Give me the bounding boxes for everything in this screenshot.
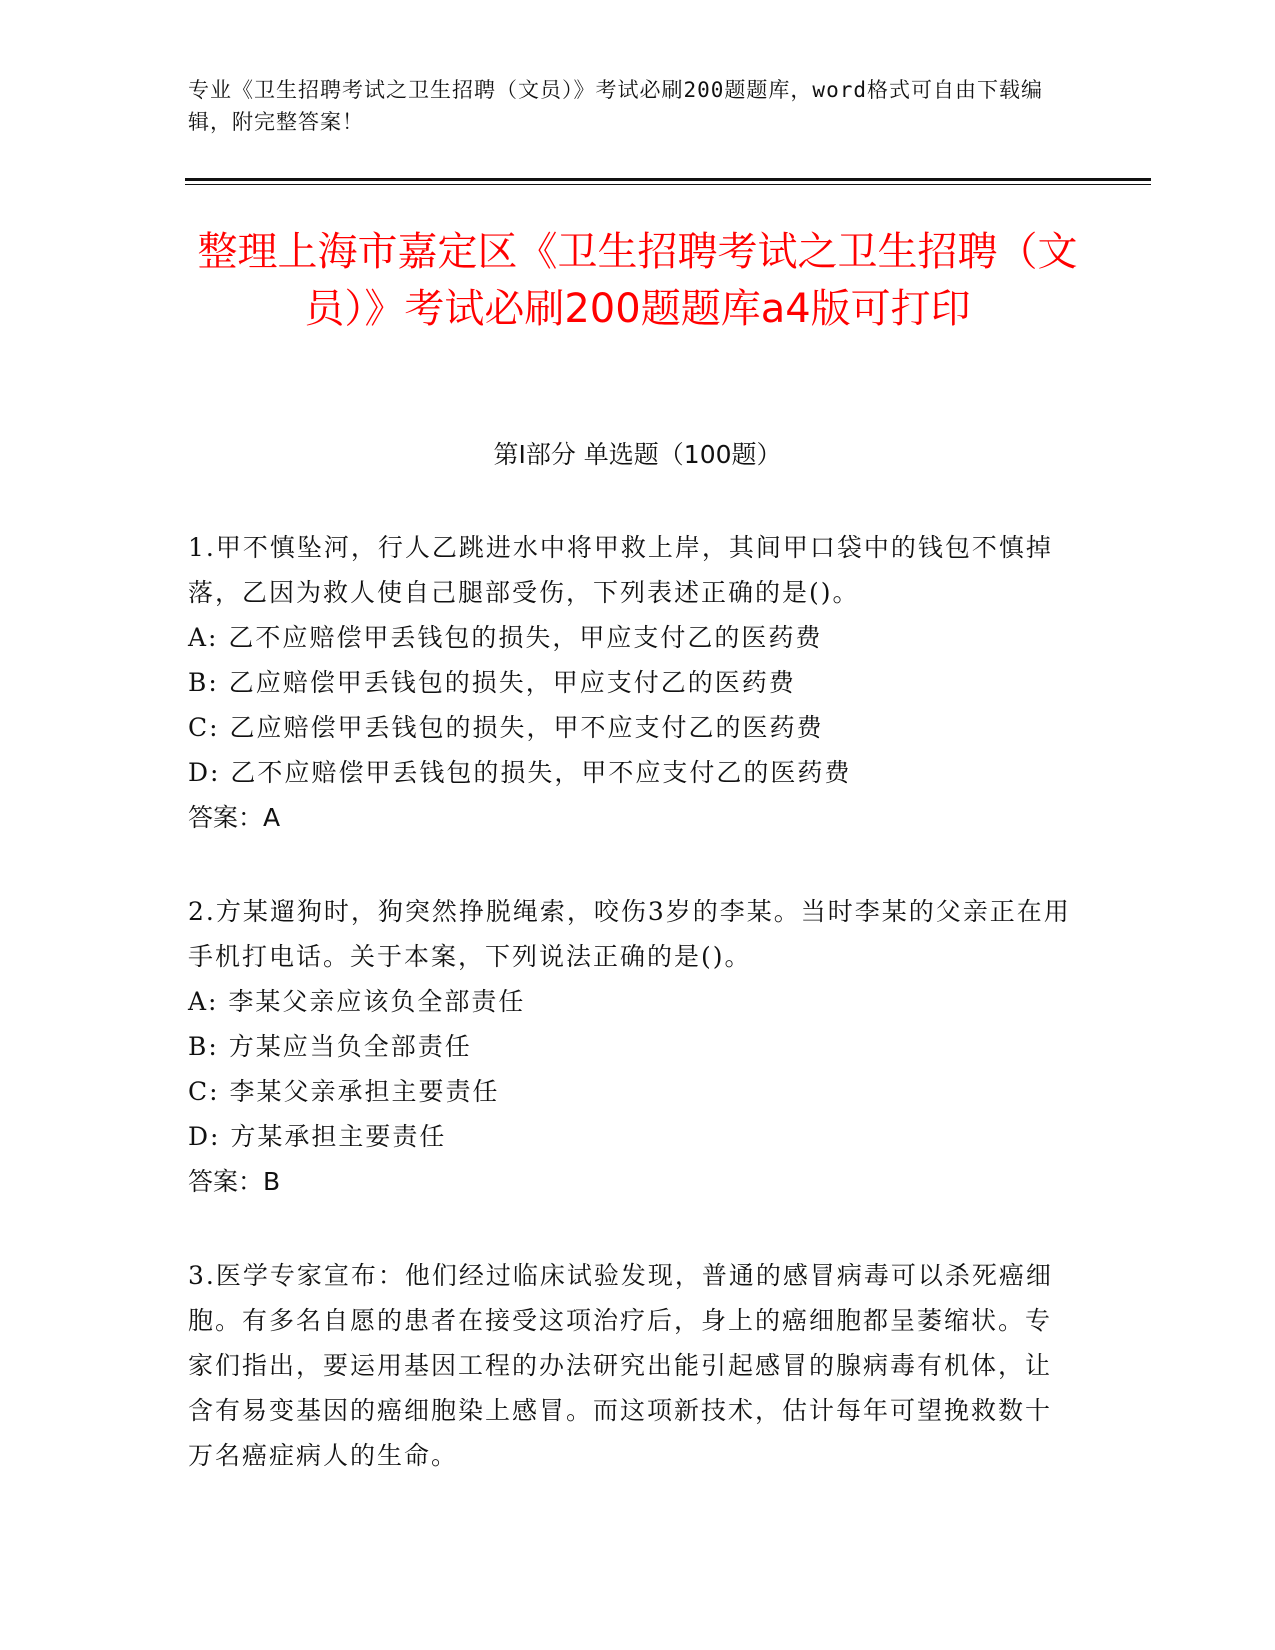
option-b: B: 乙应赔偿甲丢钱包的损失，甲应支付乙的医药费 <box>188 668 796 697</box>
question-stem: 2.方某遛狗时，狗突然挣脱绳索，咬伤3岁的李某。当时李某的父亲正在用手机打电话。关于本案，下列说法正确的是()。 <box>188 897 1071 971</box>
question-stem: 3.医学专家宣布：他们经过临床试验发现，普通的感冒病毒可以杀死癌细胞。有多名自愿的患者在接受这项治疗后，身上的癌细胞都呈萎缩状。专家们指出，要运用基因工程的办法研究出能引起感冒的腺病毒有机体，让含有易变基因的癌细胞染上感冒。而这项新技术，估计每年可望挽救数十万名癌症病人的生命。 <box>188 1261 1053 1470</box>
header-divider-thick <box>185 178 1151 181</box>
option-d: D: 方某承担主要责任 <box>188 1122 447 1151</box>
question-list <box>188 525 1078 1527</box>
section-heading: 第I部分 单选题（100题） <box>493 440 782 469</box>
question-stem: 1.甲不慎坠河，行人乙跳进水中将甲救上岸，其间甲口袋中的钱包不慎掉落，乙因为救人使自己腿部受伤，下列表述正确的是()。 <box>188 533 1053 607</box>
option-c: C: 李某父亲承担主要责任 <box>188 1077 500 1106</box>
answer: 答案：A <box>188 803 281 832</box>
option-a: A: 乙不应赔偿甲丢钱包的损失，甲应支付乙的医药费 <box>188 623 823 652</box>
option-d: D: 乙不应赔偿甲丢钱包的损失，甲不应支付乙的医药费 <box>188 758 852 787</box>
question-3 <box>188 1253 1078 1478</box>
question-1 <box>188 525 1078 840</box>
document-title: 整理上海市嘉定区《卫生招聘考试之卫生招聘（文员）》考试必刷200题题库a4版可打印 <box>197 229 1078 332</box>
option-b: B: 方某应当负全部责任 <box>188 1032 472 1061</box>
option-a: A: 李某父亲应该负全部责任 <box>188 987 526 1016</box>
option-c: C: 乙应赔偿甲丢钱包的损失，甲不应支付乙的医药费 <box>188 713 824 742</box>
question-2 <box>188 889 1078 1204</box>
answer: 答案：B <box>188 1167 281 1196</box>
header-intro-text: 专业《卫生招聘考试之卫生招聘（文员）》考试必刷200题题库，word格式可自由下载编辑，附完整答案！ <box>188 78 1043 134</box>
header-divider-thin <box>185 184 1151 185</box>
